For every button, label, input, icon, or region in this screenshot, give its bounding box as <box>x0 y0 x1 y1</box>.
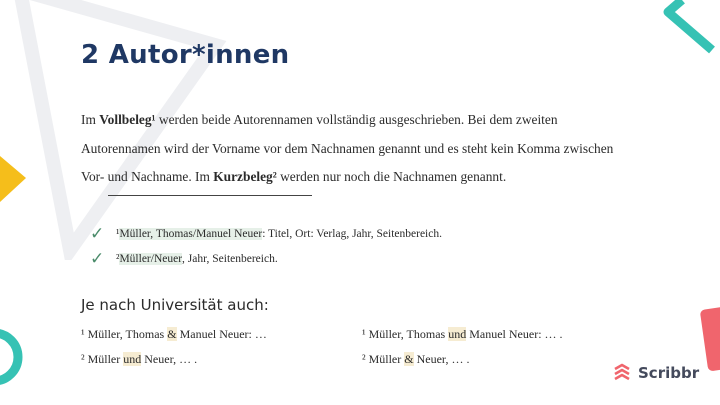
kurzbeleg-term: Kurzbeleg² <box>213 169 277 184</box>
variant-conjunction: & <box>167 327 177 341</box>
vollbeleg-term: Vollbeleg¹ <box>99 112 156 127</box>
footnote-author-highlight: Müller/Neuer <box>119 253 183 265</box>
paragraph-text-2: werden beide Autorennamen vollständig ausgeschrieben. Bei dem zweiten Autorennamen wird der Vorname vor dem Nachnamen genannt und es steht kein Komma zwischen Vor- und Nachname. Im <box>81 112 614 184</box>
variant-conjunction: & <box>404 352 414 366</box>
variant-text: Manuel Neuer: … . <box>466 327 563 341</box>
variant-text: Neuer, … . <box>413 352 470 366</box>
decorative-yellow-triangle <box>0 150 30 210</box>
variant-text: Neuer, … . <box>141 352 198 366</box>
footnote-1 <box>90 224 442 244</box>
variant-conjunction: und <box>448 327 467 341</box>
scribbr-logo <box>612 363 699 383</box>
paragraph-text-1: Im <box>81 112 100 127</box>
footnote-2 <box>90 249 278 269</box>
footnote-author-highlight: Müller, Thomas/Manuel Neuer <box>119 228 263 240</box>
check-icon: ✓ <box>90 249 105 269</box>
body-paragraph <box>81 106 621 192</box>
decorative-teal-ring <box>0 322 24 392</box>
variants-subheading: Je nach Universität auch: <box>81 296 269 314</box>
variant-2 <box>362 327 563 342</box>
footnote-marker: ² <box>116 253 120 265</box>
footnote-divider <box>108 195 312 196</box>
paragraph-text-3: werden nur noch die Nachnamen genannt. <box>276 169 507 184</box>
variant-4 <box>362 352 469 367</box>
decorative-teal-bracket <box>660 0 720 60</box>
decorative-coral-shape <box>700 305 720 375</box>
variant-conjunction: und <box>123 352 142 366</box>
footnote-rest: , Jahr, Seitenbereich. <box>182 253 278 265</box>
check-icon: ✓ <box>90 224 105 244</box>
scribbr-logo-icon <box>612 363 632 383</box>
footnote-marker: ¹ <box>116 228 120 240</box>
variant-text: ² Müller <box>362 352 405 366</box>
variant-text: ² Müller <box>81 352 124 366</box>
variant-text: ¹ Müller, Thomas <box>362 327 449 341</box>
variant-3 <box>81 352 197 367</box>
footnote-rest: : Titel, Ort: Verlag, Jahr, Seitenbereich. <box>262 228 442 240</box>
scribbr-logo-text: Scribbr <box>638 364 700 382</box>
variant-1 <box>81 327 267 342</box>
slide-title: 2 Autor*innen <box>81 40 290 70</box>
variant-text: Manuel Neuer: … <box>176 327 267 341</box>
variant-text: ¹ Müller, Thomas <box>81 327 168 341</box>
